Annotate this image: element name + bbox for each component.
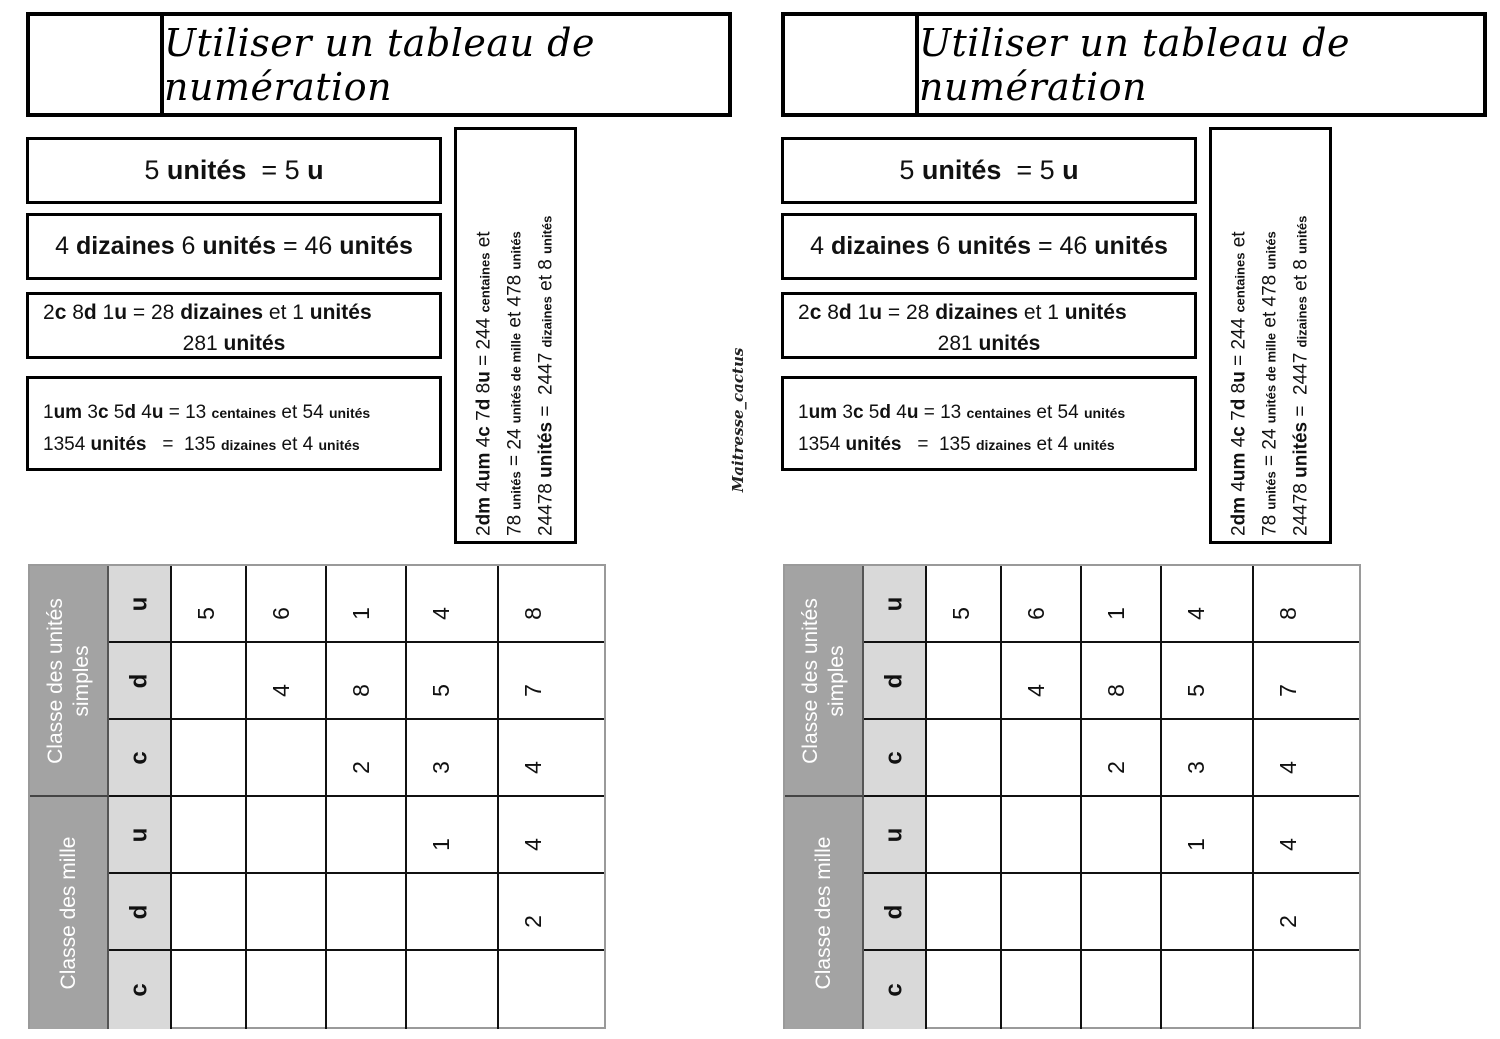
table-cell: 4 xyxy=(1274,761,1301,774)
table-cell xyxy=(1082,951,1162,1029)
numeration-table xyxy=(783,564,1361,1029)
title-box xyxy=(26,12,732,117)
table-cell: 6 xyxy=(1002,566,1082,641)
table-cell: 5 xyxy=(172,566,247,641)
row-header: c xyxy=(109,720,172,795)
table-cell: 2 xyxy=(327,720,407,795)
table-cell: 4 xyxy=(407,566,499,641)
class-units-header: Classe des unités simples xyxy=(785,566,864,797)
table-cell: 3 xyxy=(407,720,499,795)
table-row-thousands-u xyxy=(864,797,1359,874)
table-cell xyxy=(247,797,327,872)
row-header: d xyxy=(109,643,172,718)
table-row-units-d xyxy=(109,643,604,720)
table-cell xyxy=(247,874,327,949)
table-cell: 1 xyxy=(327,566,407,641)
table-cell: 8 xyxy=(1274,607,1301,620)
table-cell xyxy=(172,951,247,1029)
example-card-46-units: 4 dizaines 6 unités = 46 unités xyxy=(781,213,1197,280)
table-cell: 4 xyxy=(519,838,546,851)
page-title: Utiliser un tableau de numération xyxy=(164,20,595,109)
row-header: u xyxy=(864,566,927,641)
table-row-units-u xyxy=(864,566,1359,643)
worksheet-copy-right xyxy=(755,0,1500,1039)
row-header: u xyxy=(109,566,172,641)
table-cell xyxy=(1082,797,1162,872)
table-cell xyxy=(927,643,1002,718)
table-row-units-d xyxy=(864,643,1359,720)
table-cell: 5 xyxy=(407,643,499,718)
table-cell: 6 xyxy=(247,566,327,641)
example-card-1354-units: 1um 3c 5d 4u = 13 centaines et 54 unités 1354 unités = 135 dizaines et 4 unités xyxy=(781,376,1197,471)
example-card-1354-units: 1um 3c 5d 4u = 13 centaines et 54 unités 1354 unités = 135 dizaines et 4 unités xyxy=(26,376,442,471)
table-cell: 1 xyxy=(1162,797,1254,872)
table-cell xyxy=(1002,951,1082,1029)
table-cell: 4 xyxy=(247,643,327,718)
table-cell: 8 xyxy=(519,607,546,620)
row-header: d xyxy=(109,874,172,949)
table-cell xyxy=(499,951,604,1029)
author-watermark: Maitresse_cactus xyxy=(729,347,747,493)
table-cell: 2 xyxy=(519,915,546,928)
class-thousands-header: Classe des mille xyxy=(30,797,109,1029)
table-cell xyxy=(327,874,407,949)
table-cell: 2 xyxy=(1274,915,1301,928)
table-row-thousands-d xyxy=(864,874,1359,951)
table-row-thousands-c xyxy=(109,951,604,1029)
table-cell xyxy=(927,874,1002,949)
table-cell xyxy=(1162,874,1254,949)
example-card-46-units: 4 dizaines 6 unités = 46 unités xyxy=(26,213,442,280)
row-header: c xyxy=(864,720,927,795)
title-box xyxy=(781,12,1487,117)
table-cell xyxy=(407,951,499,1029)
table-cell: 8 xyxy=(327,643,407,718)
example-card-24478-units-vertical: 2dm 4um 4c 7d 8u = 244 centaines et 78 unités = 24 unités de mille et 478 unités 24478 unités = 2447 dizaines et 8 unités xyxy=(454,127,577,544)
example-card-24478-units-vertical: 2dm 4um 4c 7d 8u = 244 centaines et 78 unités = 24 unités de mille et 478 unités 24478 unités = 2447 dizaines et 8 unités xyxy=(1209,127,1332,544)
example-card-281-units: 2c 8d 1u = 28 dizaines et 1 unités 281 unités xyxy=(26,292,442,359)
page-title: Utiliser un tableau de numération xyxy=(919,20,1350,109)
table-row-units-c xyxy=(109,720,604,797)
row-header: c xyxy=(109,951,172,1029)
row-header: u xyxy=(109,797,172,872)
table-cell xyxy=(172,874,247,949)
class-units-header: Classe des unités simples xyxy=(30,566,109,797)
table-cell xyxy=(407,874,499,949)
example-card-5-units: 5 unités = 5 u xyxy=(26,137,442,204)
row-header: c xyxy=(864,951,927,1029)
row-header: u xyxy=(864,797,927,872)
table-cell xyxy=(327,797,407,872)
table-cell xyxy=(1162,951,1254,1029)
table-cell xyxy=(172,720,247,795)
table-cell: 8 xyxy=(1082,643,1162,718)
row-header: d xyxy=(864,874,927,949)
table-cell xyxy=(1002,874,1082,949)
table-row-thousands-d xyxy=(109,874,604,951)
example-card-5-units: 5 unités = 5 u xyxy=(781,137,1197,204)
table-row-units-u xyxy=(109,566,604,643)
table-cell: 3 xyxy=(1162,720,1254,795)
title-blank-cell xyxy=(30,16,164,113)
table-cell xyxy=(1002,797,1082,872)
table-cell xyxy=(327,951,407,1029)
table-cell: 1 xyxy=(407,797,499,872)
table-row-thousands-u xyxy=(109,797,604,874)
table-row-units-c xyxy=(864,720,1359,797)
table-cell: 5 xyxy=(927,566,1002,641)
table-cell xyxy=(247,951,327,1029)
table-cell: 4 xyxy=(1274,838,1301,851)
table-cell xyxy=(1082,874,1162,949)
table-cell: 4 xyxy=(1162,566,1254,641)
table-cell: 5 xyxy=(1162,643,1254,718)
table-cell xyxy=(927,797,1002,872)
table-cell: 7 xyxy=(1274,684,1301,697)
table-cell: 4 xyxy=(519,761,546,774)
numeration-table xyxy=(28,564,606,1029)
table-cell: 2 xyxy=(1082,720,1162,795)
table-cell: 7 xyxy=(519,684,546,697)
table-cell xyxy=(172,643,247,718)
table-cell xyxy=(172,797,247,872)
table-cell xyxy=(1002,720,1082,795)
table-cell xyxy=(927,720,1002,795)
table-cell xyxy=(247,720,327,795)
table-cell xyxy=(927,951,1002,1029)
row-header: d xyxy=(864,643,927,718)
table-cell: 4 xyxy=(1002,643,1082,718)
table-cell xyxy=(1254,951,1359,1029)
table-row-thousands-c xyxy=(864,951,1359,1029)
example-card-281-units: 2c 8d 1u = 28 dizaines et 1 unités 281 unités xyxy=(781,292,1197,359)
table-cell: 1 xyxy=(1082,566,1162,641)
class-thousands-header: Classe des mille xyxy=(785,797,864,1029)
title-blank-cell xyxy=(785,16,919,113)
